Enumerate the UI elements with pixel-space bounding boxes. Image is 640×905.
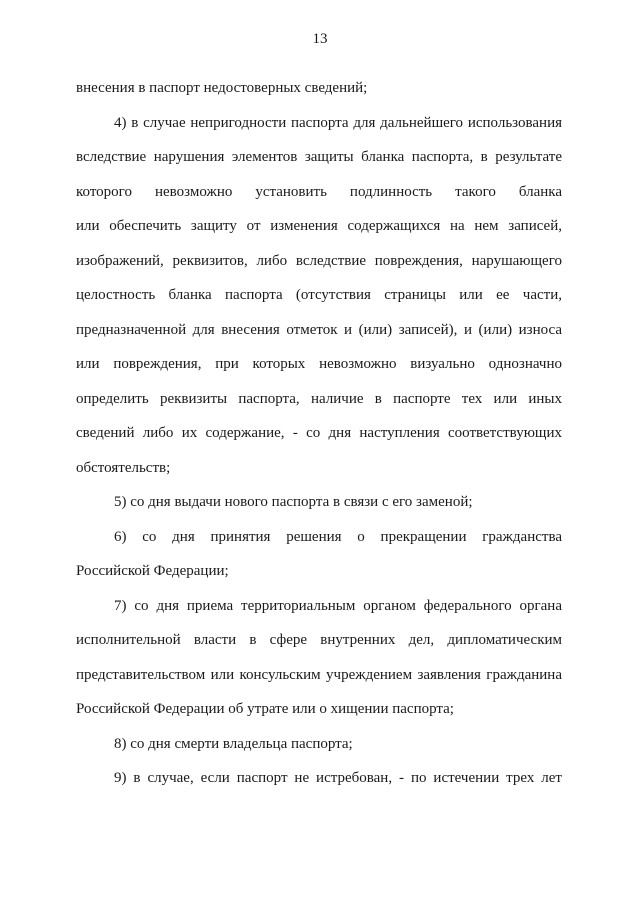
text-line: обстоятельств; <box>76 459 171 476</box>
text-line: вследствие нарушения элементов защиты бланка паспорта, в результате <box>76 149 562 165</box>
text-line: или обеспечить защиту от изменения содержащихся на нем записей, <box>76 218 562 234</box>
text-line: 7) со дня приема территориальным органом федерального органа <box>114 597 562 614</box>
text-line: представительством или консульским учреждением заявления гражданина <box>76 666 562 683</box>
text-line: исполнительной власти в сфере внутренних дел, дипломатическим <box>76 632 562 648</box>
text-line: Российской Федерации об утрате или о хищении паспорта; <box>76 701 454 717</box>
text-line: определить реквизиты паспорта, наличие в паспорте тех или иных <box>76 390 562 407</box>
text-line: 9) в случае, если паспорт не истребован, - по истечении трех лет <box>114 770 562 786</box>
text-line: или повреждения, при которых невозможно визуально однозначно <box>76 356 562 372</box>
text-line: 8) со дня смерти владельца паспорта; <box>114 735 353 752</box>
text-line: 5) со дня выдачи нового паспорта в связи с его заменой; <box>114 494 473 510</box>
text-line: предназначенной для внесения отметок и (или) записей), и (или) износа <box>76 321 562 338</box>
text-line: изображений, реквизитов, либо вследствие повреждения, нарушающего <box>76 252 562 269</box>
page-number: 13 <box>312 31 328 47</box>
document-body <box>76 71 562 796</box>
text-line: целостность бланка паспорта (отсутствия страницы или ее части, <box>76 287 562 303</box>
text-line: 4) в случае непригодности паспорта для дальнейшего использования <box>114 114 562 131</box>
text-line: которого невозможно установить подлинность такого бланка <box>76 183 562 200</box>
text-line: внесения в паспорт недостоверных сведений; <box>76 80 368 96</box>
text-line: 6) со дня принятия решения о прекращении гражданства <box>114 528 562 545</box>
text-line: Российской Федерации; <box>76 563 229 579</box>
text-line: сведений либо их содержание, - со дня наступления соответствующих <box>76 425 562 441</box>
